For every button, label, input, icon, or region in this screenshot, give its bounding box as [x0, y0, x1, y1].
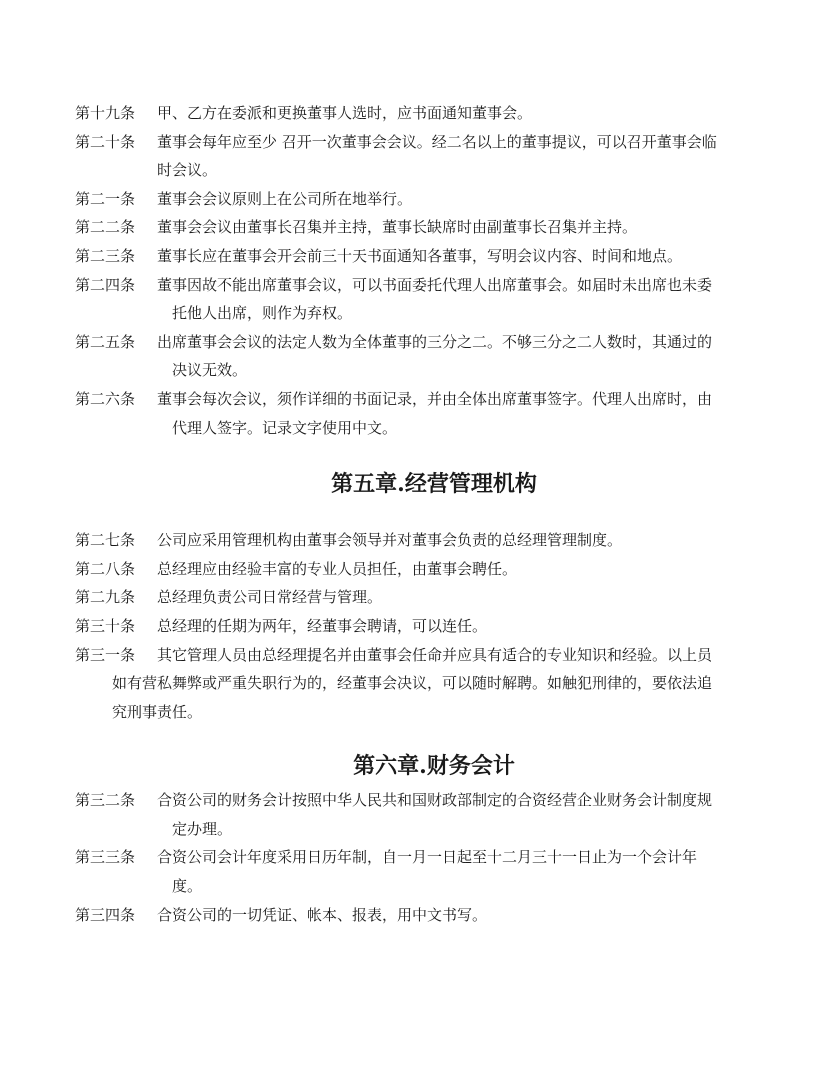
article-text: 董事长应在董事会开会前三十天书面通知各董事，写明会议内容、时间和地点。: [157, 246, 683, 265]
article-text: 定办理。: [172, 819, 233, 838]
article-number: 第三十条: [75, 616, 136, 635]
article: [75, 242, 765, 271]
article-first-line: [75, 786, 765, 815]
article-first-line: [75, 128, 765, 157]
article-number: 第二八条: [75, 559, 136, 578]
article-text: 总经理负责公司日常经营与管理。: [157, 588, 383, 607]
article-continuation-line: [75, 356, 765, 385]
article: [75, 843, 765, 900]
article-text: 其它管理人员由总经理提名并由董事会任命并应具有适合的专业知识和经验。以上员: [157, 645, 713, 664]
chapter6-heading: 第六章.财务会计: [353, 753, 515, 780]
article-number: 第二二条: [75, 218, 136, 237]
article-text: 甲、乙方在委派和更换董事人选时，应书面通知董事会。: [157, 104, 533, 122]
article-number: 第三二条: [75, 791, 136, 810]
article-text: 度。: [172, 877, 203, 896]
article-continuation-line: [75, 156, 765, 185]
article-text: 合资公司的财务会计按照中华人民共和国财政部制定的合资经营企业财务会计制度规: [157, 791, 713, 810]
document-page: [75, 99, 765, 929]
article-number: 第三三条: [75, 848, 136, 867]
article-text: 总经理应由经验丰富的专业人员担任，由董事会聘任。: [157, 559, 518, 578]
article: [75, 901, 765, 930]
article-first-line: [75, 612, 765, 641]
article: [75, 555, 765, 584]
article-text: 董事会每年应至少 召开一次董事会会议。经二名以上的董事提议，可以召开董事会临: [157, 132, 717, 151]
article-number: 第二九条: [75, 588, 136, 607]
article-text: 出席董事会会议的法定人数为全体董事的三分之二。不够三分之二人数时，其通过的: [157, 332, 713, 351]
article-text: 究刑事责任。: [112, 702, 203, 721]
article-continuation-line: [75, 872, 765, 901]
article-first-line: [75, 555, 765, 584]
article-text: 公司应采用管理机构由董事会领导并对董事会负责的总经理管理制度。: [157, 531, 623, 550]
article-text: 托他人出席，则作为弃权。: [172, 304, 353, 323]
article-text: 合资公司的一切凭证、帐本、报表，用中文书写。: [157, 905, 488, 924]
chapter6-articles: [75, 786, 765, 929]
article-first-line: [75, 641, 765, 670]
article-text: 总经理的任期为两年，经董事会聘请，可以连任。: [157, 616, 488, 635]
article: [75, 185, 765, 214]
article-first-line: [75, 271, 765, 300]
article-continuation-line: [75, 698, 765, 727]
article-first-line: [75, 526, 765, 555]
article: [75, 128, 765, 185]
article: [75, 385, 765, 442]
article-first-line: [75, 213, 765, 242]
article-first-line: [75, 242, 765, 271]
article-first-line: [75, 385, 765, 414]
article-text: 合资公司会计年度采用日历年制，自一月一日起至十二月三十一日止为一个会计年: [157, 848, 698, 867]
article-text: 决议无效。: [172, 361, 248, 380]
article-text: 董事会会议原则上在公司所在地举行。: [157, 189, 413, 208]
article: [75, 526, 765, 555]
article-number: 第二五条: [75, 332, 136, 351]
article: [75, 641, 765, 727]
article-first-line: [75, 185, 765, 214]
article-text: 时会议。: [157, 161, 218, 180]
article-first-line: [75, 583, 765, 612]
article: [75, 328, 765, 385]
article-text: 董事因故不能出席董事会议，可以书面委托代理人出席董事会。如届时未出席也未委: [157, 275, 713, 294]
article-first-line: [75, 99, 765, 128]
chapter5-articles: [75, 526, 765, 726]
article: [75, 612, 765, 641]
chapter5-heading: 第五章.经营管理机构: [331, 471, 537, 498]
article-text: 董事会会议由董事长召集并主持，董事长缺席时由副董事长召集并主持。: [157, 218, 638, 237]
article-number: 第二六条: [75, 389, 136, 408]
article-continuation-line: [75, 669, 765, 698]
article-number: 第三一条: [75, 645, 136, 664]
article-number: 第三四条: [75, 905, 136, 924]
article-number: 第二一条: [75, 189, 136, 208]
article-text: 如有营私舞弊或严重失职行为的，经董事会决议，可以随时解聘。如触犯刑律的，要依法追: [112, 674, 713, 693]
article-number: 第二四条: [75, 275, 136, 294]
article: [75, 271, 765, 328]
article-number: 第十九条: [75, 104, 136, 122]
article-text: 代理人签字。记录文字使用中文。: [172, 418, 398, 437]
article: [75, 583, 765, 612]
article-first-line: [75, 901, 765, 930]
article: [75, 786, 765, 843]
article-continuation-line: [75, 414, 765, 443]
chapter4-articles: [75, 99, 765, 442]
article-continuation-line: [75, 815, 765, 844]
article: [75, 99, 765, 128]
article: [75, 213, 765, 242]
article-text: 董事会每次会议，须作详细的书面记录，并由全体出席董事签字。代理人出席时，由: [157, 389, 713, 408]
article-first-line: [75, 843, 765, 872]
article-number: 第二三条: [75, 246, 136, 265]
article-first-line: [75, 328, 765, 357]
article-number: 第二十条: [75, 132, 136, 151]
article-continuation-line: [75, 299, 765, 328]
article-number: 第二七条: [75, 531, 136, 550]
